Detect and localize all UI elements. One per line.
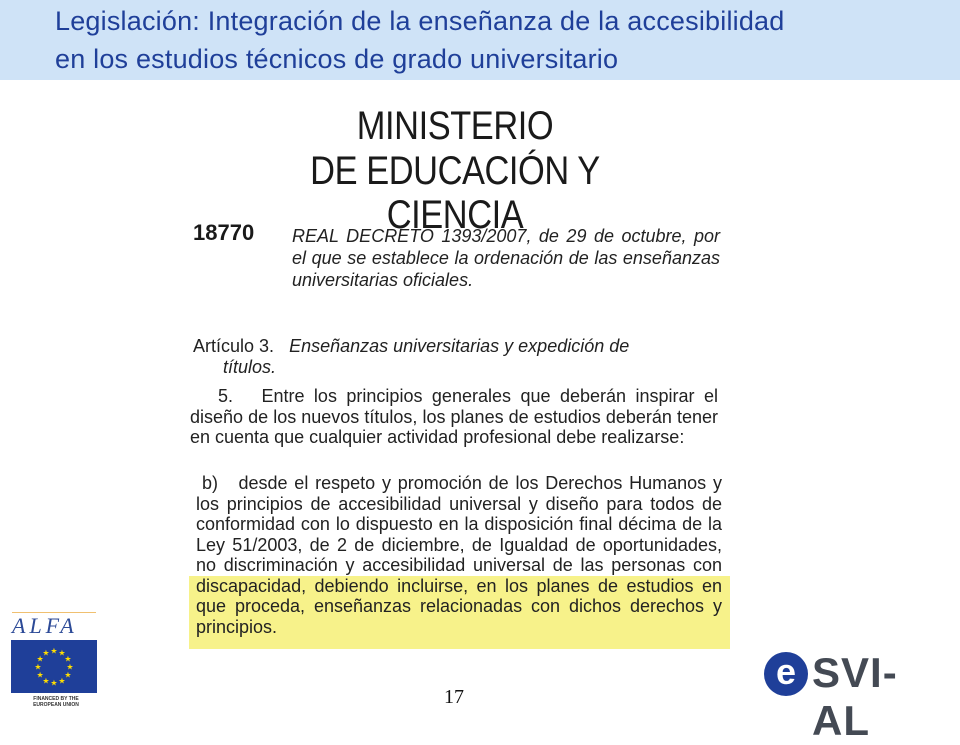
page-number: 17: [444, 686, 464, 708]
ministry-heading-line-2: DE EDUCACIÓN Y CIENCIA: [310, 149, 600, 237]
article-label: Artículo 3.: [193, 336, 275, 356]
paragraph-text: Entre los principios generales que deberán inspirar el diseño de los nuevos títulos, los planes de estudios deberán tener en cuenta que cualquier actividad profesional debe realizarse:: [190, 386, 718, 447]
article-title: Enseñanzas universitarias y expedición de: [289, 336, 630, 356]
eu-star-icon: ★: [34, 662, 42, 672]
eu-star-icon: ★: [58, 648, 66, 658]
eu-star-icon: ★: [36, 654, 44, 664]
esvi-al-logo-mark: e: [764, 652, 808, 696]
esvi-al-logo-text: SVI-AL: [812, 649, 898, 744]
eu-star-icon: ★: [36, 670, 44, 680]
eu-star-icon: ★: [58, 676, 66, 686]
point-b-label: b): [202, 473, 219, 493]
slide-title-line-1: Legislación: Integración de la enseñanza de la accesibilidad: [55, 6, 785, 36]
paragraph-number: 5.: [218, 386, 234, 406]
eu-caption: FINANCED BY THE EUROPEAN UNION: [33, 696, 79, 708]
eu-flag-icon: [11, 640, 97, 693]
article-heading: [193, 336, 723, 378]
esvi-al-logo: [764, 649, 950, 744]
point-b-text: desde el respeto y promoción de los Derechos Humanos y los principios de accesibilidad universal y diseño para todos de conformidad con lo dispuesto en la disposición final décima de la Ley 51/2003, de 2 de diciembre, de Igualdad de oportunidades, no discriminación y accesibilidad universal de las personas con discapacidad, debiendo incluirse, en los planes de estudios en que proceda, enseñanzas relacionadas con dichos derechos y principios.: [196, 473, 722, 637]
decree-title: REAL DECRETO 1393/2007, de 29 de octubre, por el que se establece la ordenación de las enseñanzas universitarias oficiales.: [292, 226, 720, 290]
ministry-heading-line-1: MINISTERIO: [356, 104, 554, 148]
paragraph-5: [190, 386, 718, 448]
eu-star-icon: ★: [42, 676, 50, 686]
slide-title-line-2: en los estudios técnicos de grado universitario: [55, 44, 619, 74]
eu-star-icon: ★: [42, 648, 50, 658]
point-b: [196, 473, 722, 637]
alfa-logo: ALFA: [12, 612, 96, 637]
article-title-continued: títulos.: [223, 357, 277, 377]
title-band: [0, 0, 960, 80]
eu-star-icon: ★: [50, 646, 58, 656]
eu-star-icon: ★: [50, 678, 58, 688]
eu-star-icon: ★: [66, 662, 74, 672]
eu-star-icon: ★: [64, 654, 72, 664]
decree-number: 18770: [193, 220, 255, 245]
eu-star-icon: ★: [64, 670, 72, 680]
